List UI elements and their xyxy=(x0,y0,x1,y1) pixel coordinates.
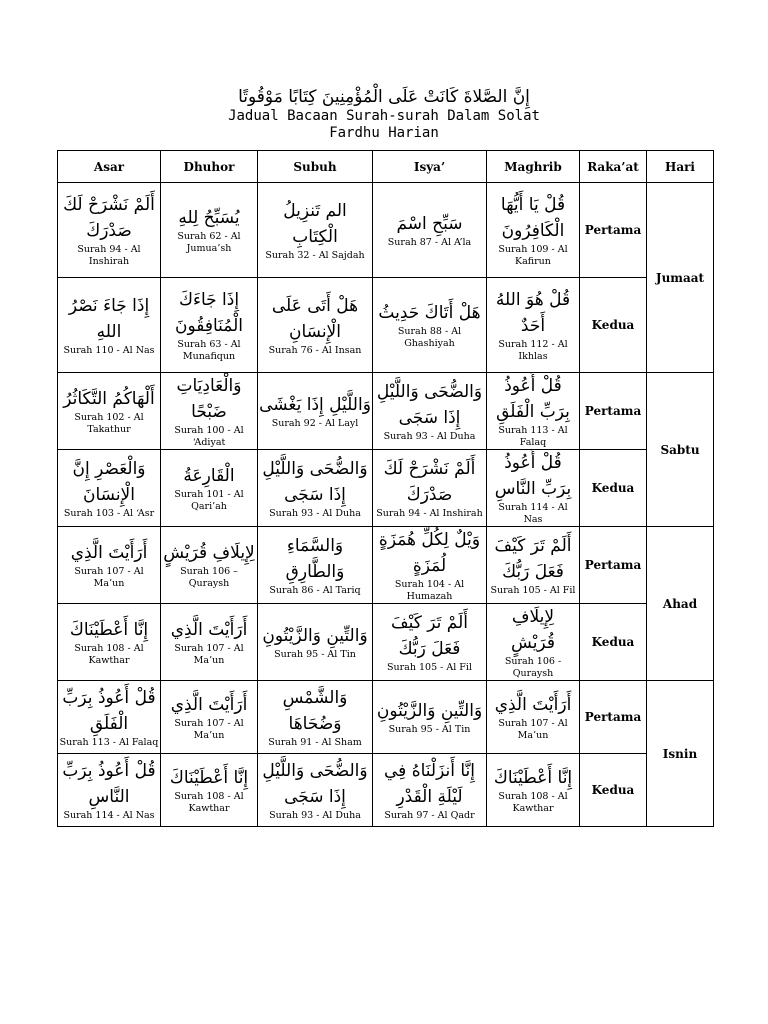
column-header-hari: Hari xyxy=(647,151,714,183)
surah-cell xyxy=(161,278,258,373)
rakaat-cell: Pertama xyxy=(580,373,647,450)
surah-cell xyxy=(58,278,161,373)
surah-reference: Surah 113 - Al Falaq xyxy=(59,737,159,748)
surah-reference: Surah 105 - Al Fil xyxy=(387,662,472,673)
surah-reference: Surah 107 - Al Ma’un xyxy=(498,718,568,741)
column-header-dhuhor: Dhuhor xyxy=(161,151,258,183)
rakaat-cell: Kedua xyxy=(580,604,647,681)
document-title-line-2: Fardhu Harian xyxy=(329,125,439,141)
surah-schedule-table xyxy=(57,150,714,827)
arabic-text: إِنَّا أَعْطَيْنَاكَ xyxy=(69,620,149,640)
surah-cell xyxy=(258,373,373,450)
surah-reference: Surah 93 - Al Duha xyxy=(383,431,476,442)
arabic-text: إِذَا جَاءَ نَصْرُ اللهِ xyxy=(68,296,150,342)
quran-verse: إِنَّ الصَّلاةَ كَانَتْ عَلَى الْمُؤْمِنِينَ كِتَابًا مَوْقُوتًا xyxy=(238,87,530,107)
arabic-text: أَلَمْ نَشْرَحْ لَكَ صَدْرَكَ xyxy=(63,195,155,241)
table-row xyxy=(58,604,714,681)
surah-cell xyxy=(487,681,580,754)
surah-cell xyxy=(258,681,373,754)
rakaat-cell: Pertama xyxy=(580,681,647,754)
surah-reference: Surah 107 - Al Ma’un xyxy=(74,566,144,589)
arabic-text: أَرَأَيْتَ الَّذِي xyxy=(170,620,248,640)
arabic-text: الم تَنزِيلُ الْكِتَابِ xyxy=(283,201,347,247)
surah-reference: Surah 103 - Al ‘Asr xyxy=(63,508,155,519)
surah-cell xyxy=(373,183,487,278)
surah-reference: Surah 101 - Al Qari’ah xyxy=(174,489,244,512)
arabic-text: وَالسَّمَاءِ وَالطَّارِقِ xyxy=(285,536,345,582)
arabic-text: أَلَمْ تَرَ كَيْفَ فَعَلَ رَبُّكَ xyxy=(494,536,572,582)
arabic-text: قُلْ أَعُوذُ بِرَبِّ النَّاسِ xyxy=(62,761,156,807)
arabic-text: وَالضُّحَى وَاللَّيْلِ إِذَا سَجَى xyxy=(376,382,483,428)
table-row xyxy=(58,278,714,373)
surah-reference: Surah 108 - Al Kawthar xyxy=(498,791,568,814)
surah-reference: Surah 94 - Al Inshirah xyxy=(77,244,141,267)
day-cell: Ahad xyxy=(647,527,714,681)
surah-reference: Surah 62 - Al Jumua’sh xyxy=(177,231,241,254)
column-header-rakaat: Raka’at xyxy=(580,151,647,183)
surah-cell xyxy=(258,754,373,827)
surah-reference: Surah 106 – Quraysh xyxy=(180,566,238,589)
arabic-text: أَرَأَيْتَ الَّذِي xyxy=(494,695,572,715)
document-header xyxy=(0,86,768,142)
surah-cell xyxy=(373,373,487,450)
arabic-text: إِنَّا أَعْطَيْنَاكَ xyxy=(169,768,249,788)
arabic-text: وَالْعَادِيَاتِ ضَبْحًا xyxy=(176,376,242,422)
surah-reference: Surah 112 - Al Ikhlas xyxy=(498,339,568,362)
rakaat-cell: Kedua xyxy=(580,754,647,827)
surah-reference: Surah 93 - Al Duha xyxy=(269,508,361,519)
arabic-text: أَرَأَيْتَ الَّذِي xyxy=(170,695,248,715)
surah-reference: Surah 102 - Al Takathur xyxy=(74,412,144,435)
table-row xyxy=(58,373,714,450)
arabic-text: وَالضُّحَى وَاللَّيْلِ إِذَا سَجَى xyxy=(262,761,368,807)
surah-cell xyxy=(58,183,161,278)
surah-cell xyxy=(161,604,258,681)
surah-cell xyxy=(258,450,373,527)
surah-reference: Surah 110 - Al Nas xyxy=(63,345,155,356)
surah-cell xyxy=(373,681,487,754)
surah-cell xyxy=(161,527,258,604)
surah-cell xyxy=(258,278,373,373)
table-row xyxy=(58,681,714,754)
surah-cell xyxy=(161,450,258,527)
surah-reference: Surah 63 - Al Munafiqun xyxy=(177,339,241,362)
arabic-text: قُلْ أَعُوذُ بِرَبِّ النَّاسِ xyxy=(494,453,572,499)
surah-reference: Surah 95 - Al Tin xyxy=(274,649,356,660)
arabic-text: وَالْعَصْرِ إِنَّ الْإِنسَانَ xyxy=(72,459,146,505)
arabic-text: قُلْ يَا أَيُّهَا الْكَافِرُونَ xyxy=(500,195,566,241)
surah-cell xyxy=(373,527,487,604)
surah-cell xyxy=(258,604,373,681)
surah-reference: Surah 100 - Al ‘Adiyat xyxy=(174,425,244,448)
surah-reference: Surah 109 - Al Kafirun xyxy=(498,244,568,267)
arabic-text: لِإِيلَافِ قُرَيْشٍ xyxy=(511,607,555,653)
column-header-asar: Asar xyxy=(58,151,161,183)
day-cell: Isnin xyxy=(647,681,714,827)
arabic-text: وَيْلٌ لِكُلِّ هُمَزَةٍ لُمَزَةٍ xyxy=(378,530,481,576)
surah-reference: Surah 32 - Al Sajdah xyxy=(265,250,365,261)
rakaat-cell: Kedua xyxy=(580,450,647,527)
surah-cell xyxy=(58,373,161,450)
column-header-subuh: Subuh xyxy=(258,151,373,183)
arabic-text: أَرَأَيْتَ الَّذِي xyxy=(70,543,148,563)
surah-cell xyxy=(487,278,580,373)
arabic-text: وَالتِّينِ وَالزَّيْتُونِ xyxy=(262,626,368,646)
surah-cell xyxy=(161,754,258,827)
surah-reference: Surah 106 - Quraysh xyxy=(504,656,562,679)
surah-cell xyxy=(58,754,161,827)
surah-cell xyxy=(373,450,487,527)
surah-cell xyxy=(258,527,373,604)
arabic-text: إِنَّا أَعْطَيْنَاكَ xyxy=(493,768,573,788)
rakaat-cell: Kedua xyxy=(580,278,647,373)
surah-reference: Surah 105 - Al Fil xyxy=(490,585,576,596)
surah-cell xyxy=(487,183,580,278)
surah-cell xyxy=(487,527,580,604)
table-row xyxy=(58,527,714,604)
surah-cell xyxy=(58,604,161,681)
surah-reference: Surah 92 - Al Layl xyxy=(271,418,359,429)
table-header-row xyxy=(58,151,714,183)
surah-reference: Surah 88 - Al Ghashiyah xyxy=(397,326,462,349)
arabic-text: إِنَّا أَنزَلْنَاهُ فِي لَيْلَةِ الْقَدْرِ xyxy=(384,761,475,807)
arabic-text: قُلْ هُوَ اللهُ أَحَدٌ xyxy=(495,290,571,336)
surah-cell xyxy=(487,450,580,527)
surah-cell xyxy=(487,604,580,681)
surah-reference: Surah 107 - Al Ma’un xyxy=(174,643,244,666)
arabic-text: هَلْ أَتَى عَلَى الْإِنسَانِ xyxy=(271,296,359,342)
arabic-text: هَلْ أَتَاكَ حَدِيثُ xyxy=(378,303,481,323)
surah-reference: Surah 91 - Al Sham xyxy=(268,737,362,748)
surah-cell xyxy=(487,754,580,827)
surah-cell xyxy=(258,183,373,278)
arabic-text: أَلْهَاكُمُ التَّكَاثُرُ xyxy=(63,389,155,409)
surah-cell xyxy=(161,373,258,450)
arabic-text: إِذَا جَاءَكَ الْمُنَافِقُونَ xyxy=(174,290,244,336)
surah-cell xyxy=(58,681,161,754)
arabic-text: لِإِيلَافِ قُرَيْشٍ xyxy=(163,543,255,563)
surah-cell xyxy=(58,527,161,604)
surah-reference: Surah 104 - Al Humazah xyxy=(394,579,465,602)
surah-reference: Surah 107 - Al Ma’un xyxy=(174,718,244,741)
arabic-text: قُلْ أَعُوذُ بِرَبِّ الْفَلَقِ xyxy=(62,688,156,734)
surah-reference: Surah 114 - Al Nas xyxy=(498,502,568,525)
surah-reference: Surah 108 - Al Kawthar xyxy=(74,643,144,666)
surah-cell xyxy=(487,373,580,450)
arabic-text: أَلَمْ تَرَ كَيْفَ فَعَلَ رَبُّكَ xyxy=(391,613,468,659)
day-cell: Sabtu xyxy=(647,373,714,527)
surah-reference: Surah 86 - Al Tariq xyxy=(269,585,361,596)
surah-reference: Surah 97 - Al Qadr xyxy=(384,810,475,821)
surah-reference: Surah 76 - Al Insan xyxy=(268,345,362,356)
surah-reference: Surah 94 - Al Inshirah xyxy=(376,508,483,519)
surah-reference: Surah 95 - Al Tin xyxy=(388,724,471,735)
arabic-text: وَالشَّمْسِ وَضُحَاهَا xyxy=(282,688,348,734)
table-row xyxy=(58,183,714,278)
arabic-text: وَاللَّيْلِ إِذَا يَغْشَى xyxy=(259,395,371,415)
day-cell: Jumaat xyxy=(647,183,714,373)
surah-reference: Surah 108 - Al Kawthar xyxy=(174,791,244,814)
surah-cell xyxy=(373,604,487,681)
column-header-maghrib: Maghrib xyxy=(487,151,580,183)
surah-reference: Surah 93 - Al Duha xyxy=(269,810,361,821)
table-row xyxy=(58,450,714,527)
arabic-text: سَبِّحِ اسْمَ xyxy=(396,214,463,234)
surah-cell xyxy=(58,450,161,527)
surah-cell xyxy=(373,754,487,827)
arabic-text: قُلْ أَعُوذُ بِرَبِّ الْفَلَقِ xyxy=(496,376,570,422)
surah-reference: Surah 87 - Al A’la xyxy=(387,237,472,248)
arabic-text: أَلَمْ نَشْرَحْ لَكَ صَدْرَكَ xyxy=(383,459,476,505)
surah-cell xyxy=(373,278,487,373)
document-title-line-1: Jadual Bacaan Surah-surah Dalam Solat xyxy=(228,108,540,124)
arabic-text: يُسَبِّحُ لِلهِ xyxy=(178,208,240,228)
surah-cell xyxy=(161,183,258,278)
table-row xyxy=(58,754,714,827)
surah-reference: Surah 114 - Al Nas xyxy=(63,810,155,821)
arabic-text: الْقَارِعَةُ xyxy=(183,466,235,486)
surah-reference: Surah 113 - Al Falaq xyxy=(498,425,568,448)
arabic-text: وَالتِّينِ وَالزَّيْتُونِ xyxy=(376,701,483,721)
rakaat-cell: Pertama xyxy=(580,183,647,278)
arabic-text: وَالضُّحَى وَاللَّيْلِ إِذَا سَجَى xyxy=(262,459,368,505)
column-header-isya: Isya’ xyxy=(373,151,487,183)
rakaat-cell: Pertama xyxy=(580,527,647,604)
surah-cell xyxy=(161,681,258,754)
